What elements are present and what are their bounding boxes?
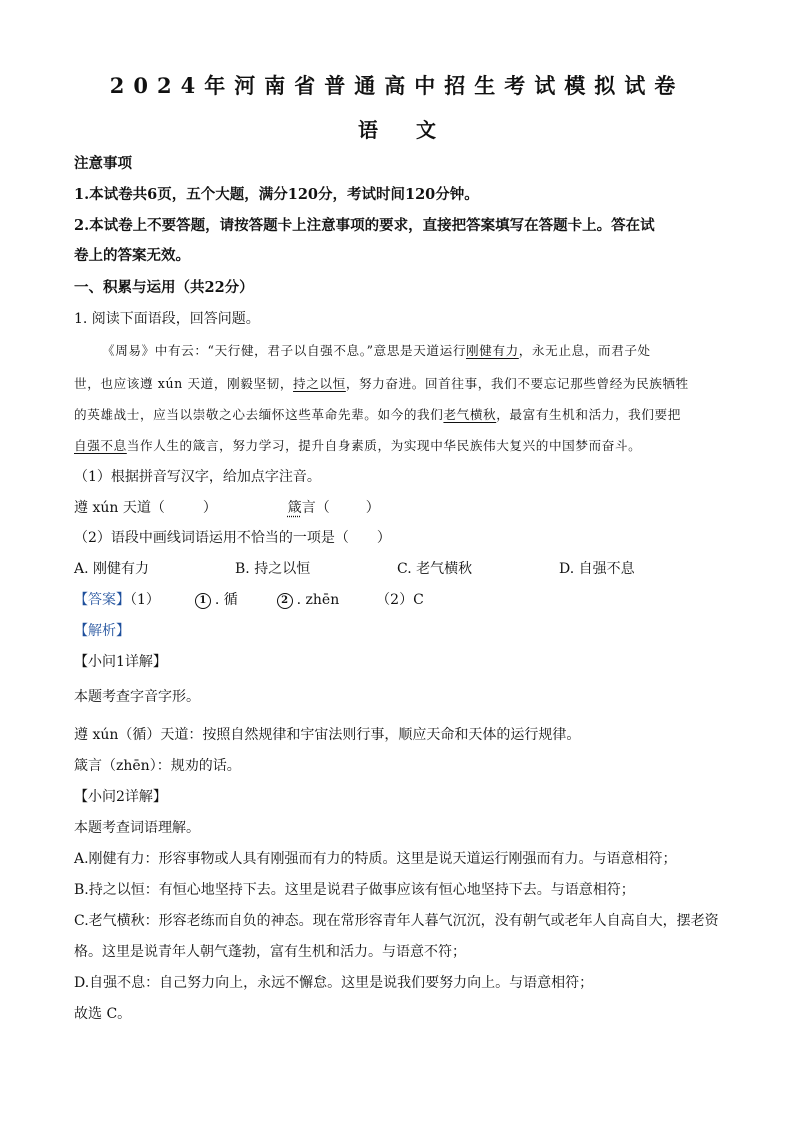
passage-line-3: [74, 404, 681, 423]
subquestion-2: （2）语段中画线词语运用不恰当的一项是（ ）: [74, 530, 391, 546]
notes-item-2: 2.本试卷上不要答题，请按答题卡上注意事项的要求，直接把答案填写在答题卡上。答在试: [74, 217, 655, 234]
underlined-phrase-c: 老气横秋: [443, 407, 497, 422]
part1-line: 本题考查字音字形。: [74, 689, 200, 705]
subject-title: [0, 114, 794, 143]
notes-heading: 注意事项: [74, 155, 132, 172]
passage-text: ，最富有生机和活力，我们要把: [496, 407, 681, 422]
section-1-title: 一、积累与运用（共22分）: [74, 279, 254, 296]
circled-number-1: 1: [195, 593, 211, 609]
notes-item-1: 1.本试卷共6页，五个大题，满分120分，考试时间120分钟。: [74, 186, 479, 203]
answer-label: 【答案】: [74, 592, 130, 608]
passage-text: 世，也应该遵 xún 天道，刚毅坚韧，: [74, 376, 294, 391]
option-a: A. 刚健有力: [74, 561, 150, 577]
part2-title: 【小问2详解】: [74, 789, 167, 805]
answer-part-1: （1）: [130, 592, 160, 608]
part1-line: 遵 xún（循）天道：按照自然规律和宇宙法则行事，顺应天命和天体的运行规律。: [74, 727, 581, 743]
passage-text: ，努力奋进。回首往事，我们不要忘记那些曾经为民族牺牲: [345, 376, 689, 391]
subquestion-1: （1）根据拼音写汉字，给加点字注音。: [74, 469, 321, 485]
passage-text: 的英雄战士，应当以崇敬之心去缅怀这些革命先辈。如今的我们: [74, 407, 444, 422]
answer-part-2: （2）C: [376, 592, 424, 608]
passage-line-1: [102, 340, 651, 359]
question-1-prompt: 1. 阅读下面语段，回答问题。: [74, 311, 260, 327]
part2-line: 格。这里是说青年人朝气蓬勃，富有生机和活力。与语意不符；: [74, 944, 466, 960]
fill-blank-2-label: 言（: [301, 500, 330, 516]
passage-text: 当作人生的箴言，努力学习，提升自身素质，为实现中华民族伟大复兴的中国梦而奋斗。: [126, 438, 642, 453]
part2-line: D.自强不息：自己努力向上，永远不懈怠。这里是说我们要努力向上。与语意相符；: [74, 975, 594, 991]
analysis-label: 【解析】: [74, 623, 130, 639]
part1-line: 箴言（zhēn）：规劝的话。: [74, 758, 241, 774]
underlined-phrase-d: 自强不息: [74, 438, 127, 453]
circled-number-2: 2: [277, 593, 293, 609]
answer-1: . 循: [214, 592, 238, 608]
passage-text: 《周易》中有云：“天行健，君子以自强不息。”意思是天道运行: [102, 343, 467, 358]
fill-in-row: [74, 497, 380, 517]
underlined-phrase-b: 持之以恒: [293, 376, 346, 391]
part2-line: 本题考查词语理解。: [74, 820, 200, 836]
part2-line: 故选 C。: [74, 1006, 132, 1022]
exam-title: 2024年河南省普通高中招生考试模拟试卷: [109, 73, 685, 98]
underlined-phrase-a: 刚健有力: [466, 343, 519, 358]
option-d: D. 自强不息: [559, 561, 635, 577]
option-b: B. 持之以恒: [235, 561, 311, 577]
option-c: C. 老气横秋: [397, 561, 473, 577]
passage-line-2: [74, 373, 689, 392]
subject-char-1: 语: [358, 118, 378, 142]
part1-title: 【小问1详解】: [74, 654, 167, 670]
part2-line: B.持之以恒：有恒心地坚持下去。这里是说君子做事应该有恒心地坚持下去。与语意相符；: [74, 882, 635, 898]
notes-item-3: 卷上的答案无效。: [74, 247, 190, 264]
passage-text: ，永无止息，而君子处: [518, 343, 651, 358]
fill-blank-1-end: ）: [202, 500, 217, 516]
dotted-char: 箴: [287, 500, 302, 516]
fill-blank-1-label: 遵 xún 天道（: [74, 500, 165, 516]
passage-line-4: [74, 435, 641, 454]
answer-2: . zhēn: [296, 592, 340, 608]
part2-line: C.老气横秋：形容老练而自负的神态。现在常形容青年人暮气沉沉，没有朝气或老年人自高自大，摆老资: [74, 913, 719, 929]
subject-char-2: 文: [416, 118, 436, 142]
part2-line: A.刚健有力：形容事物或人具有刚强而有力的特质。这里是说天道运行刚强而有力。与语意相符；: [74, 851, 677, 867]
answer-row: [74, 589, 424, 609]
fill-blank-2-end: ）: [365, 500, 380, 516]
